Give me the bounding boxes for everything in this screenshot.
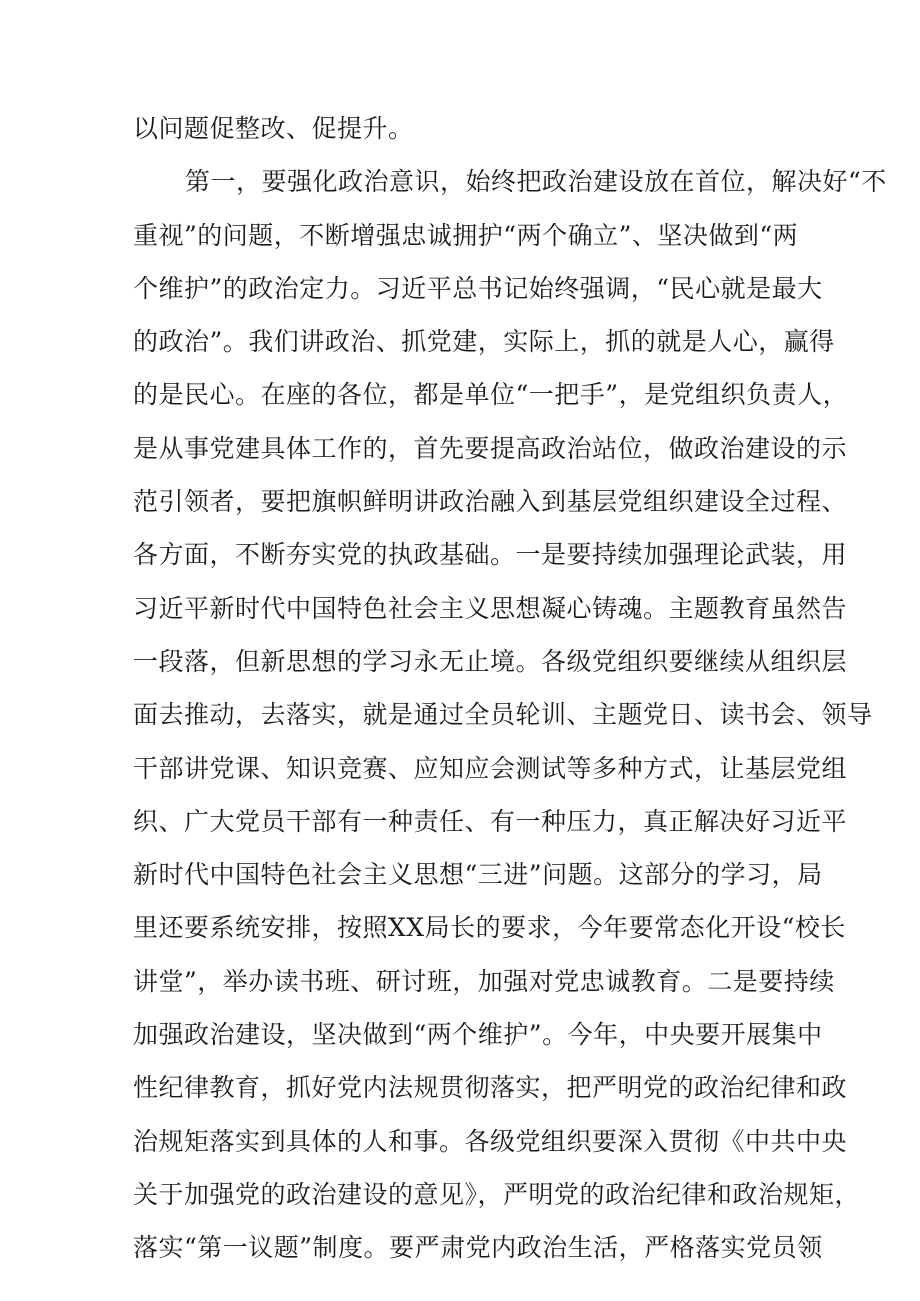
text-line: 一段落，但新思想的学习永无止境。各级党组织要继续从组织层 bbox=[133, 646, 848, 676]
text-line: 习近平新时代中国特色社会主义思想凝心铸魂。主题教育虽然告 bbox=[133, 593, 848, 623]
text-line: 范引领者，要把旗帜鲜明讲政治融入到基层党组织建设全过程、 bbox=[133, 487, 848, 517]
text-line: 各方面，不断夯实党的执政基础。一是要持续加强理论武装，用 bbox=[133, 540, 848, 570]
text-line: 里还要系统安排，按照XX局长的要求，今年要常态化开设“校长 bbox=[133, 913, 846, 943]
text-line: 治规矩落实到具体的人和事。各级党组织要深入贯彻《中共中央 bbox=[133, 1126, 848, 1156]
text-line: 讲堂”，举办读书班、研讨班，加强对党忠诚教育。二是要持续 bbox=[133, 966, 835, 996]
text-line: 织、广大党员干部有一种责任、有一种压力，真正解决好习近平 bbox=[133, 806, 848, 836]
text-line: 个维护”的政治定力。习近平总书记始终强调，“民心就是最大 bbox=[133, 273, 823, 303]
text-line: 的是民心。在座的各位，都是单位“一把手”，是党组织负责人， bbox=[133, 380, 849, 410]
body-text bbox=[133, 102, 887, 1275]
text-line: 加强政治建设，坚决做到“两个维护”。今年，中央要开展集中 bbox=[133, 1020, 823, 1050]
text-line: 以问题促整改、促提升。 bbox=[133, 114, 414, 143]
text-line: 是从事党建具体工作的，首先要提高政治站位，做政治建设的示 bbox=[133, 433, 848, 463]
text-line: 新时代中国特色社会主义思想“三进”问题。这部分的学习，局 bbox=[133, 860, 823, 890]
text-line: 落实“第一议题”制度。要严肃党内政治生活，严格落实党员领 bbox=[133, 1233, 823, 1263]
text-line: 的政治”。我们讲政治、抓党建，实际上，抓的就是人心，赢得 bbox=[133, 327, 835, 357]
text-line: 关于加强党的政治建设的意见》，严明党的政治纪律和政治规矩， bbox=[133, 1179, 861, 1209]
text-line: 性纪律教育，抓好党内法规贯彻落实，把严明党的政治纪律和政 bbox=[133, 1073, 848, 1103]
text-line: 重视”的问题，不断增强忠诚拥护“两个确立”、坚决做到“两 bbox=[133, 220, 799, 250]
text-line: 第一，要强化政治意识，始终把政治建设放在首位，解决好“不 bbox=[185, 167, 887, 197]
text-line: 干部讲党课、知识竞赛、应知应会测试等多种方式，让基层党组 bbox=[133, 753, 848, 783]
text-line: 面去推动，去落实，就是通过全员轮训、主题党日、读书会、领导 bbox=[133, 700, 873, 730]
